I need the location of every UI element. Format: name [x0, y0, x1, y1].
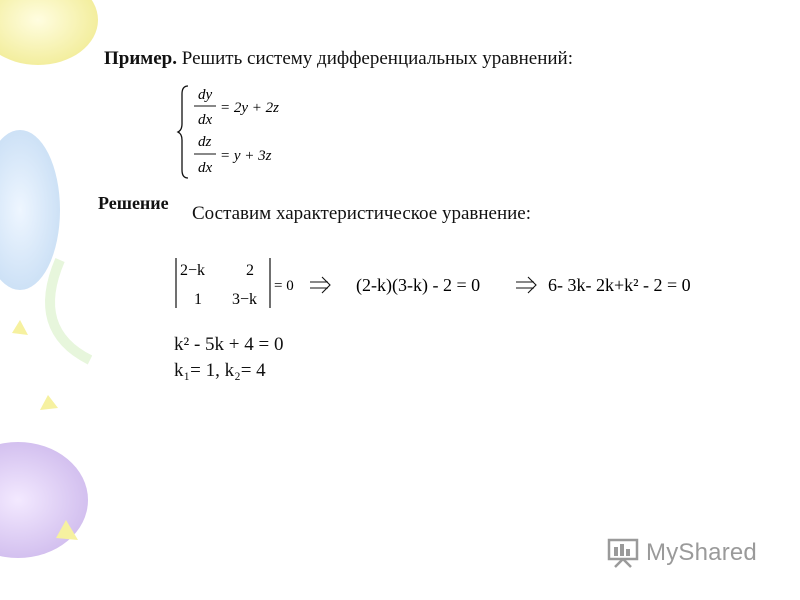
eq2-numerator: dz	[198, 134, 212, 150]
implies-arrow-icon	[310, 277, 330, 293]
determinant-equation	[170, 254, 710, 319]
purple-balloon-shape	[0, 442, 88, 558]
determinant-svg	[170, 254, 710, 314]
equation-system	[178, 82, 308, 187]
eq2-denominator: dx	[198, 160, 213, 176]
example-title	[104, 48, 573, 70]
det-a12: 2	[246, 262, 254, 279]
det-a21: 1	[194, 291, 202, 308]
eq2-rhs: = y + 3z	[220, 148, 272, 164]
det-rhs: = 0	[274, 278, 294, 294]
solution-text: Составим характеристическое уравнение:	[192, 203, 531, 224]
eq1-rhs: = 2y + 2z	[220, 100, 279, 116]
myshared-logo	[606, 538, 757, 568]
eq1-numerator: dy	[198, 87, 213, 103]
det-a22: 3−k	[232, 291, 258, 308]
chain-step1: (2-k)(3-k) - 2 = 0	[356, 275, 481, 295]
yellow-triangle-shape	[12, 320, 28, 335]
yellow-balloon-shape	[0, 0, 98, 65]
chain-step2: 6- 3k- 2k+k² - 2 = 0	[548, 275, 691, 295]
roots-line: k₁= 1, k₂= 4	[174, 360, 266, 381]
blue-balloon-shape	[0, 130, 60, 290]
curly-brace-icon	[178, 86, 188, 178]
example-text: Решить систему дифференциальных уравнений:	[177, 48, 573, 69]
presentation-board-icon	[606, 538, 640, 568]
green-ribbon-shape	[50, 260, 90, 360]
yellow-triangle-shape	[40, 395, 58, 410]
det-a11: 2−k	[180, 262, 206, 279]
logo-brand-text: MyShared	[646, 539, 757, 566]
implies-arrow-icon	[516, 277, 536, 293]
example-prefix: Пример.	[104, 48, 177, 69]
eq1-denominator: dx	[198, 112, 213, 128]
solution-label: Решение	[98, 193, 169, 213]
system-svg	[178, 82, 308, 182]
quadratic-equation: k² - 5k + 4 = 0	[174, 334, 284, 355]
